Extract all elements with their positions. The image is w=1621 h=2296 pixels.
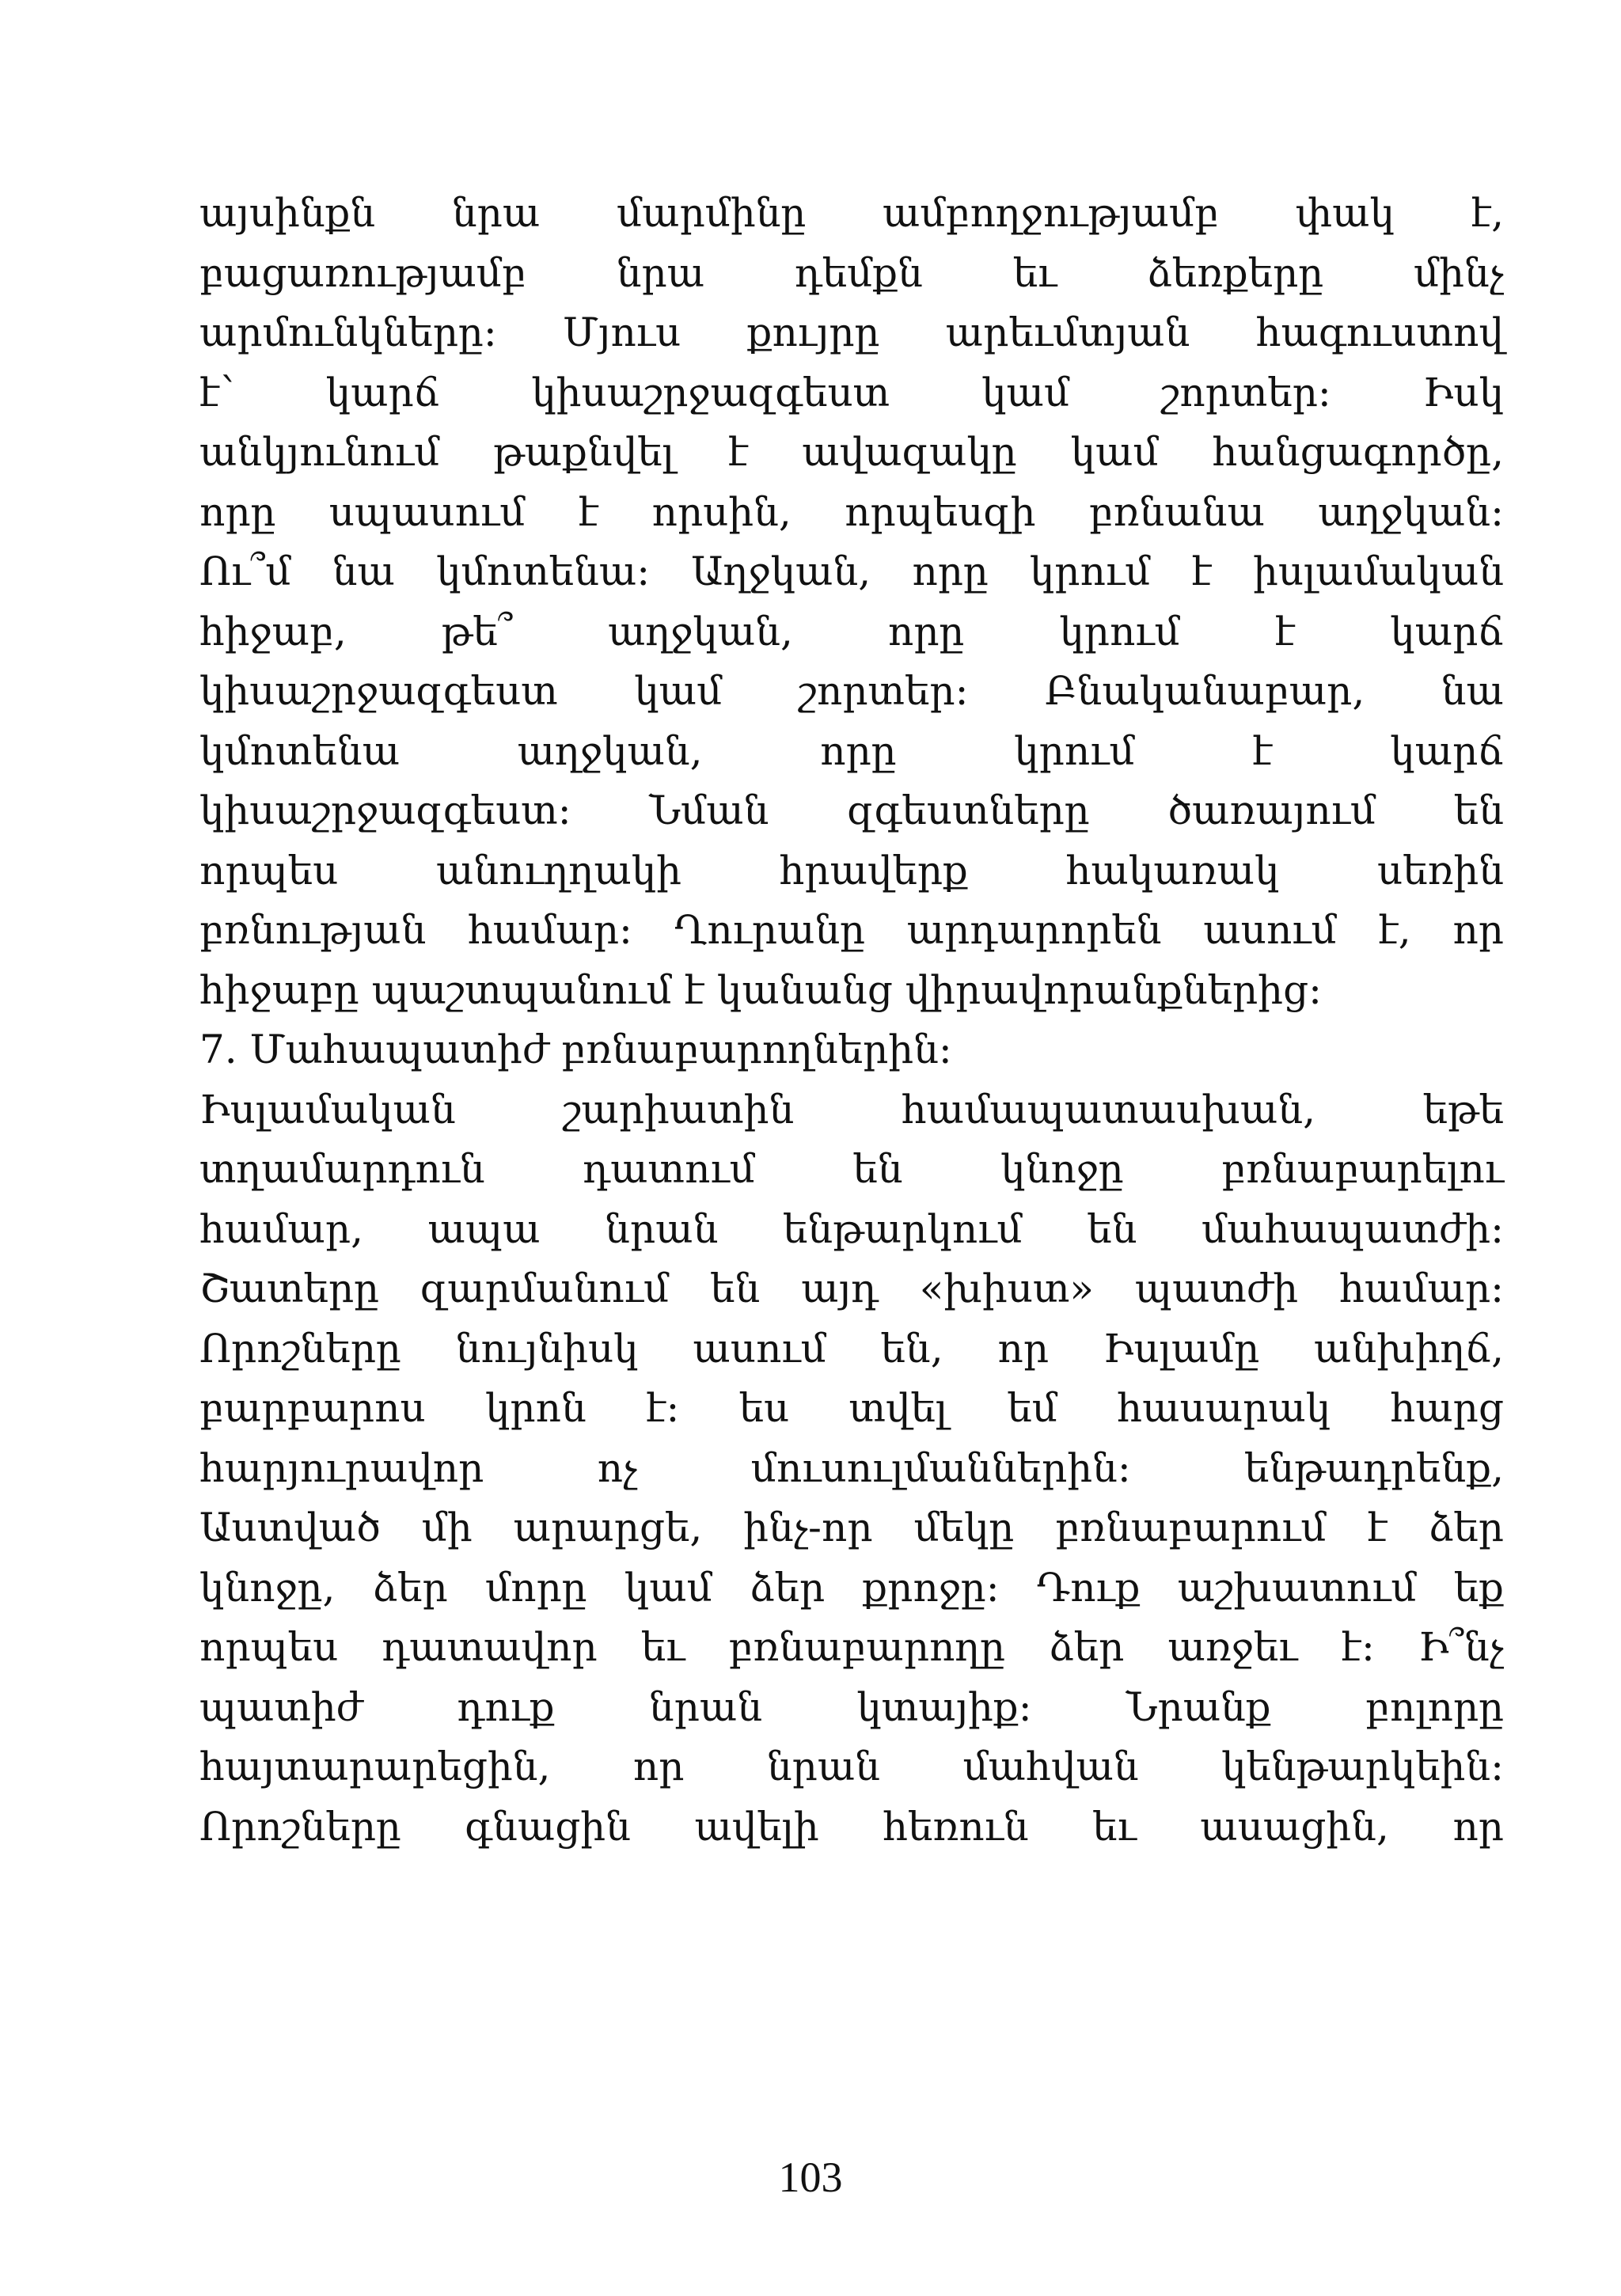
- text-line: այսինքն նրա մարմինը ամբողջությամբ փակ է,: [199, 190, 1504, 236]
- text-line: հիջաբը պաշտպանում է կանանց վիրավորանքներից:: [199, 966, 1322, 1013]
- text-line: 7. Մահապատիժ բռնաբարողներին:: [199, 1027, 952, 1072]
- body-text: [199, 184, 1504, 1857]
- text-line: Ու՞մ նա կմոտենա: Աղջկան, որը կրում է իսլամական: [199, 548, 1504, 594]
- text-line: տղամարդուն դատում են կնոջը բռնաբարելու: [199, 1146, 1504, 1192]
- text-line: Շատերը զարմանում են այդ «խիստ» պատժի համար:: [199, 1266, 1504, 1311]
- text-line: պատիժ դուք նրան կտայիք: Նրանք բոլորը: [199, 1683, 1504, 1730]
- text-line: հարյուրավոր ոչ մուսուլմաններին: ենթադրենք,: [199, 1444, 1504, 1491]
- text-line: անկյունում թաքնվել է ավազակը կամ հանցագործը,: [199, 429, 1504, 475]
- text-line: կնոջը, ձեր մորը կամ ձեր քրոջը: Դուք աշխատում եք: [199, 1564, 1504, 1611]
- text-line: Իսլամական շարիատին համապատասխան, եթե: [199, 1086, 1504, 1133]
- text-line: որը սպասում է որսին, որպեսզի բռնանա աղջկան:: [199, 488, 1504, 535]
- text-line: Որոշները նույնիսկ ասում են, որ Իսլամը անխիղճ,: [199, 1325, 1504, 1372]
- text-line: հիջաբ, թե՞ աղջկան, որը կրում է կարճ: [199, 608, 1504, 655]
- text-line: որպես անուղղակի հրավերք հակառակ սեռին: [199, 847, 1504, 894]
- text-line: որպես դատավոր եւ բռնաբարողը ձեր առջեւ է: Ի՞նչ: [199, 1624, 1504, 1670]
- text-line: բռնության համար: Ղուրանը արդարորեն ասում է, որ: [199, 907, 1504, 953]
- text-line: կմոտենա աղջկան, որը կրում է կարճ: [199, 727, 1504, 774]
- page-number: 103: [778, 2154, 843, 2201]
- text-line: կիսաշրջազգեստ կամ շորտեր: Բնականաբար, նա: [199, 668, 1504, 714]
- text-line: կիսաշրջազգեստ: Նման զգեստները ծառայում են: [199, 787, 1504, 833]
- text-line: հայտարարեցին, որ նրան մահվան կենթարկեին:: [199, 1744, 1504, 1789]
- text-line: Աստված մի արարցե, ինչ-որ մեկը բռնաբարում է ձեր: [199, 1505, 1504, 1550]
- text-line: բացառությամբ նրա դեմքն եւ ձեռքերը մինչ: [199, 249, 1504, 296]
- text-line: է՝ կարճ կիսաշրջազգեստ կամ շորտեր: Իսկ: [199, 369, 1504, 416]
- text-line: համար, ապա նրան ենթարկում են մահապատժի:: [199, 1205, 1504, 1252]
- text-line: բարբարոս կրոն է: ես տվել եմ հասարակ հարց: [199, 1385, 1504, 1431]
- text-line: Որոշները գնացին ավելի հեռուն եւ ասացին, որ: [199, 1803, 1504, 1850]
- text-line: արմունկները: Մյուս քույրը արեւմտյան հագուստով: [199, 309, 1504, 355]
